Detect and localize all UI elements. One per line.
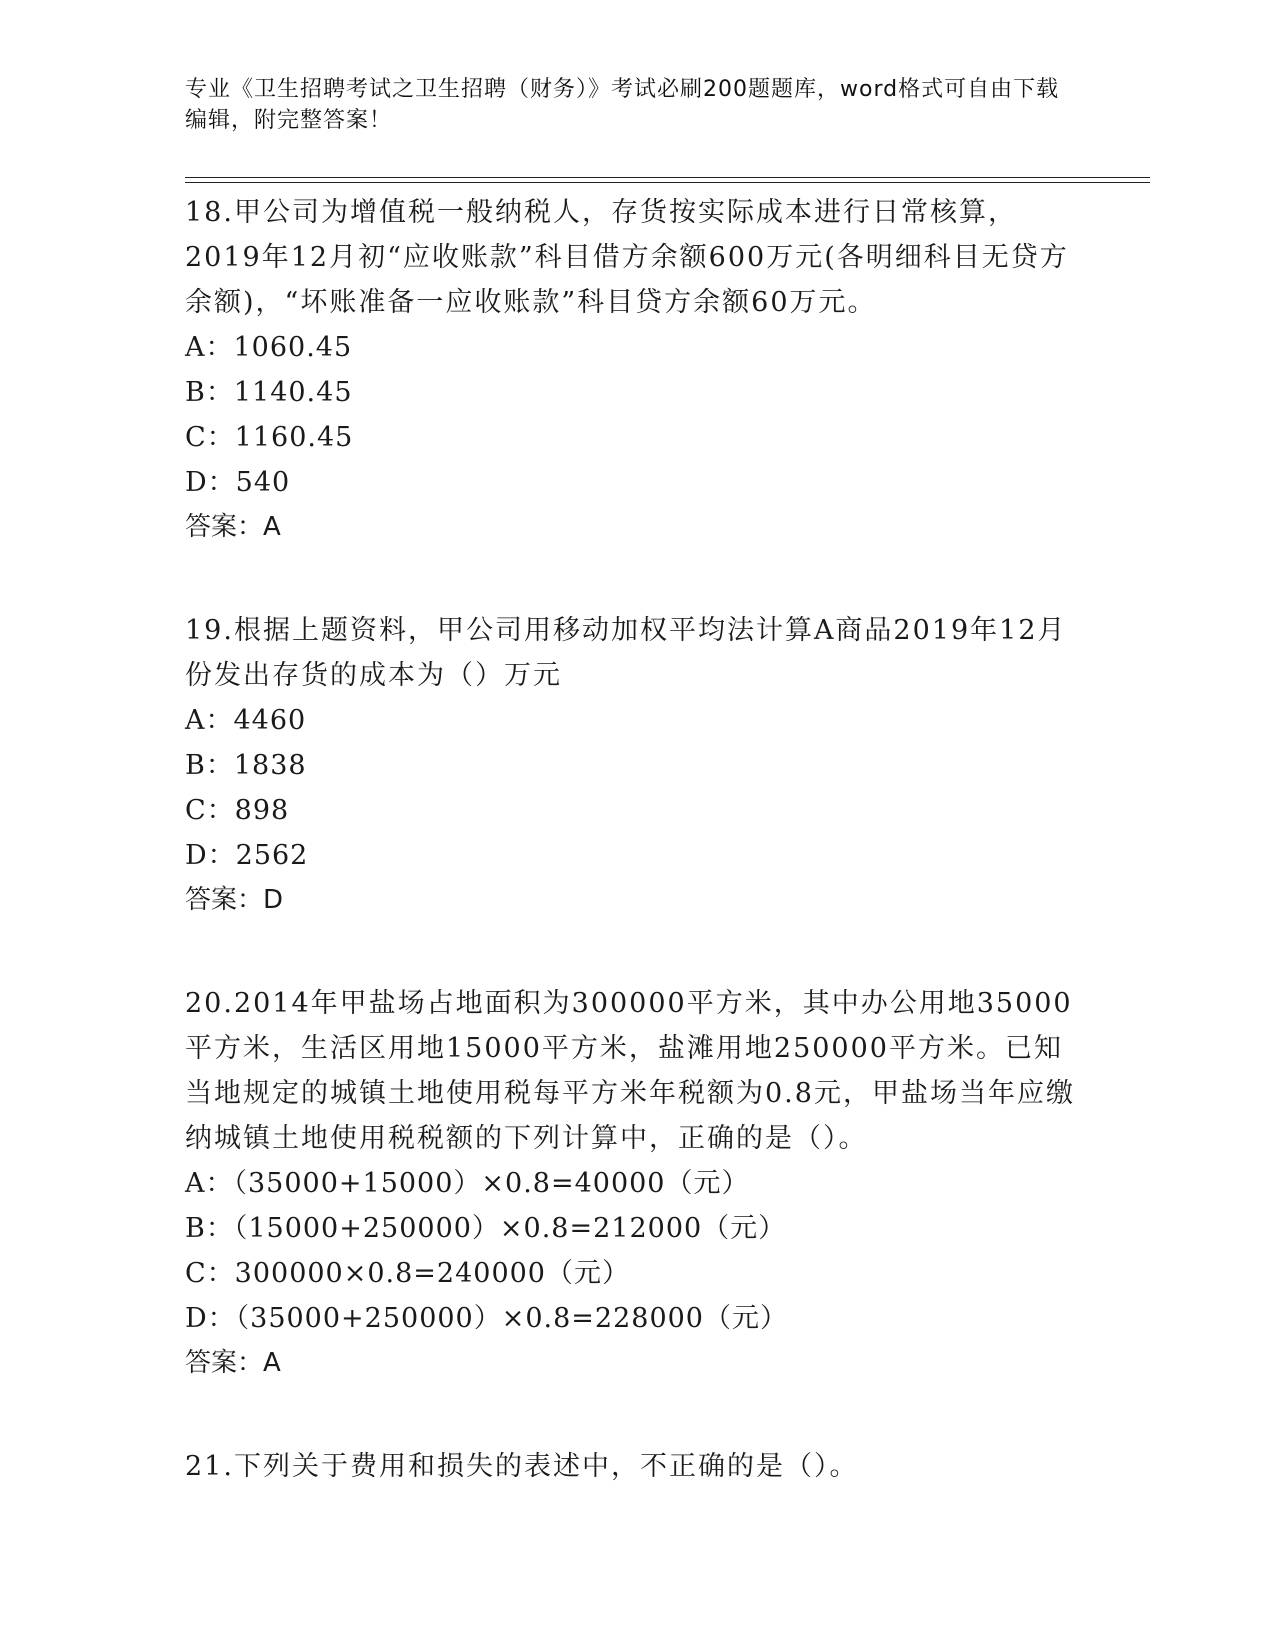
option-d: D：540 (185, 467, 291, 498)
option-c: C：898 (185, 795, 290, 826)
answer-line: 答案：A (185, 512, 281, 542)
question-list (185, 190, 1085, 1547)
option-a: A：4460 (185, 705, 307, 736)
question-stem: 21.下列关于费用和损失的表述中，不正确的是（）。 (185, 1451, 859, 1482)
option-b: B：（15000+250000）×0.8=212000（元） (185, 1213, 787, 1244)
option-a: A：（35000+15000）×0.8=40000（元） (185, 1168, 750, 1199)
document-header: 专业《卫生招聘考试之卫生招聘（财务）》考试必刷200题题库，word格式可自由下载编辑，附完整答案！ (185, 77, 1060, 133)
question-21 (185, 1444, 1085, 1489)
question-20 (185, 981, 1085, 1386)
question-stem: 18.甲公司为增值税一般纳税人，存货按实际成本进行日常核算，2019年12月初“应收账款”科目借方余额600万元(各明细科目无贷方余额)，“坏账准备一应收账款”科目贷方余额60万元。 (185, 197, 1069, 318)
question-stem: 19.根据上题资料，甲公司用移动加权平均法计算A商品2019年12月份发出存货的成本为（）万元 (185, 615, 1067, 691)
answer-line: 答案：D (185, 885, 284, 915)
option-list (185, 1161, 1085, 1341)
option-d: D：2562 (185, 840, 309, 871)
option-a: A：1060.45 (185, 332, 353, 363)
answer-line: 答案：A (185, 1348, 281, 1378)
option-b: B：1140.45 (185, 377, 353, 408)
option-c: C：1160.45 (185, 422, 354, 453)
option-d: D：（35000+250000）×0.8=228000（元） (185, 1303, 788, 1334)
question-19 (185, 608, 1085, 923)
option-list (185, 698, 1085, 878)
option-c: C：300000×0.8=240000（元） (185, 1258, 630, 1289)
header-divider-bottom (185, 182, 1150, 183)
question-stem: 20.2014年甲盐场占地面积为300000平方米，其中办公用地35000平方米，生活区用地15000平方米，盐滩用地250000平方米。已知当地规定的城镇土地使用税每平方米年税额为0.8元，甲盐场当年应缴纳城镇土地使用税税额的下列计算中，正确的是（）。 (185, 988, 1075, 1154)
option-b: B：1838 (185, 750, 307, 781)
question-18 (185, 190, 1085, 550)
header-divider-top (185, 177, 1150, 178)
option-list (185, 325, 1085, 505)
